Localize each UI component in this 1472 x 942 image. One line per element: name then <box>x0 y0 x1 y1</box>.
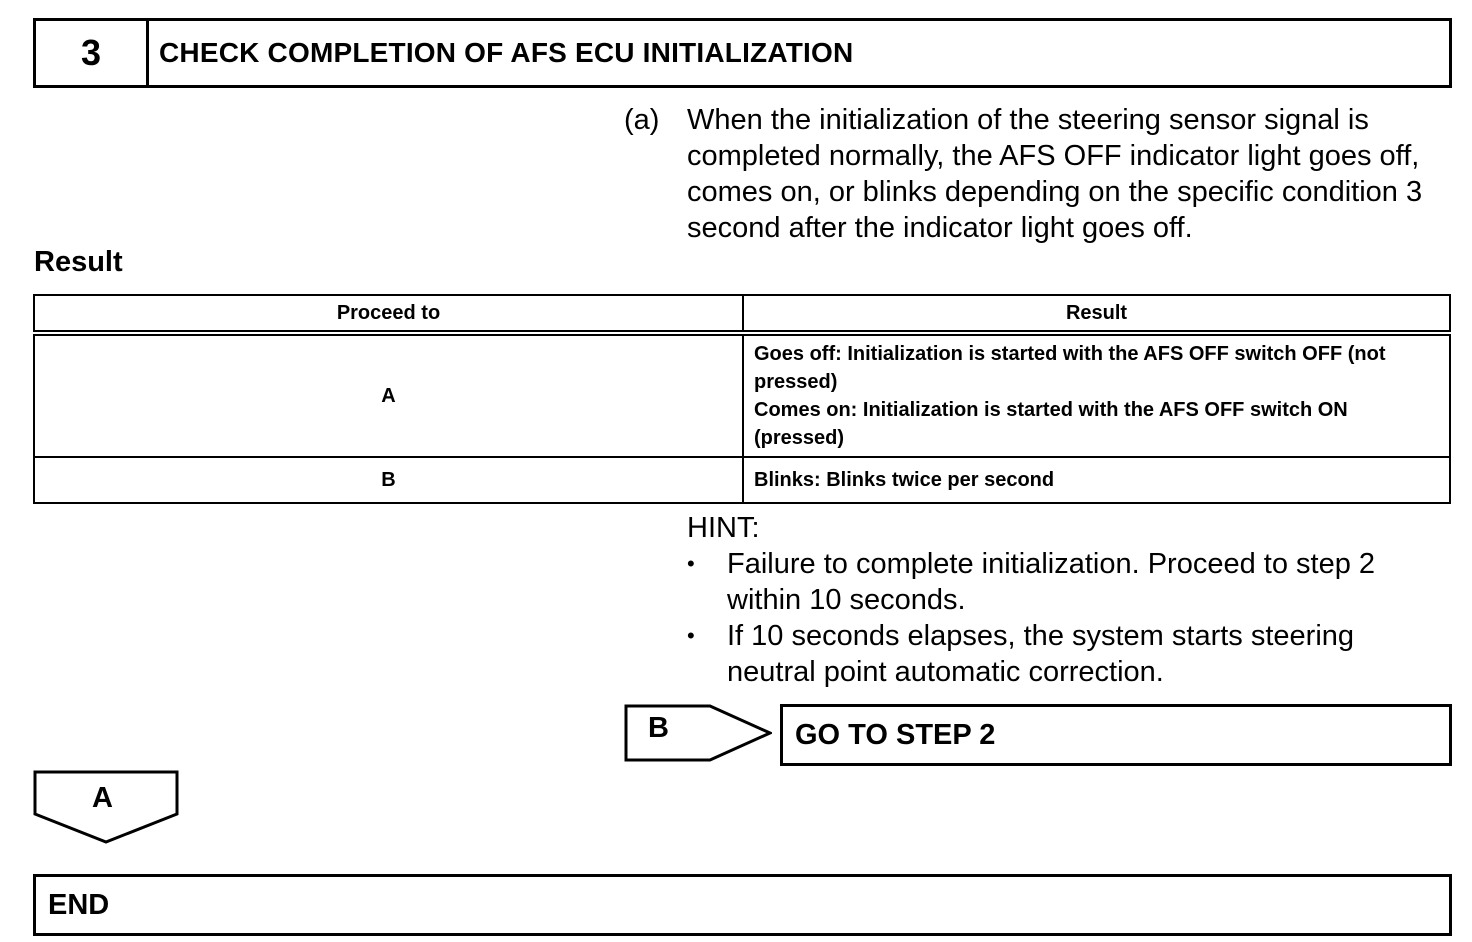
hint-list <box>687 546 1447 690</box>
end-box: END <box>33 874 1452 936</box>
header-result: Result <box>743 295 1450 333</box>
table-header-row <box>34 295 1450 333</box>
proceed-cell: A <box>34 333 743 457</box>
step-title: CHECK COMPLETION OF AFS ECU INITIALIZATION <box>159 37 854 68</box>
table-row <box>34 333 1450 457</box>
result-cell <box>743 457 1450 503</box>
result-heading: Result <box>34 246 123 278</box>
proceed-cell: B <box>34 457 743 503</box>
hint-item-text: If 10 seconds elapses, the system starts steering neutral point automatic correction. <box>727 620 1355 688</box>
table-row <box>34 457 1450 503</box>
bullet-icon: • <box>687 623 695 648</box>
list-item <box>687 546 1447 618</box>
result-cell <box>743 333 1450 457</box>
instruction-text: When the initialization of the steering sensor signal is completed normally, the AFS OFF indicator light goes off, comes on, or blinks depending on the specific condition 3 second after the indicator light goes off. <box>687 104 1423 244</box>
flow-a-label: A <box>92 782 113 814</box>
header-proceed-to: Proceed to <box>34 295 743 333</box>
hint-item-text: Failure to complete initialization. Proceed to step 2 within 10 seconds. <box>727 548 1376 616</box>
hint <box>687 510 1447 690</box>
step-header <box>33 18 1452 88</box>
result-line: Goes off: Initialization is started with the AFS OFF switch OFF (not pressed) <box>754 343 1386 393</box>
result-table <box>33 294 1451 504</box>
result-line: Comes on: Initialization is started with the AFS OFF switch ON (pressed) <box>754 399 1348 449</box>
bullet-icon: • <box>687 551 695 576</box>
list-item <box>687 618 1447 690</box>
result-line: Blinks: Blinks twice per second <box>754 469 1055 491</box>
step-number: 3 <box>36 21 149 85</box>
goto-step-button[interactable]: GO TO STEP 2 <box>780 704 1452 766</box>
flow-b-label: B <box>648 712 669 744</box>
hint-title: HINT: <box>687 512 760 544</box>
right-arrow-icon <box>624 704 772 762</box>
instruction-label: (a) <box>624 104 660 136</box>
